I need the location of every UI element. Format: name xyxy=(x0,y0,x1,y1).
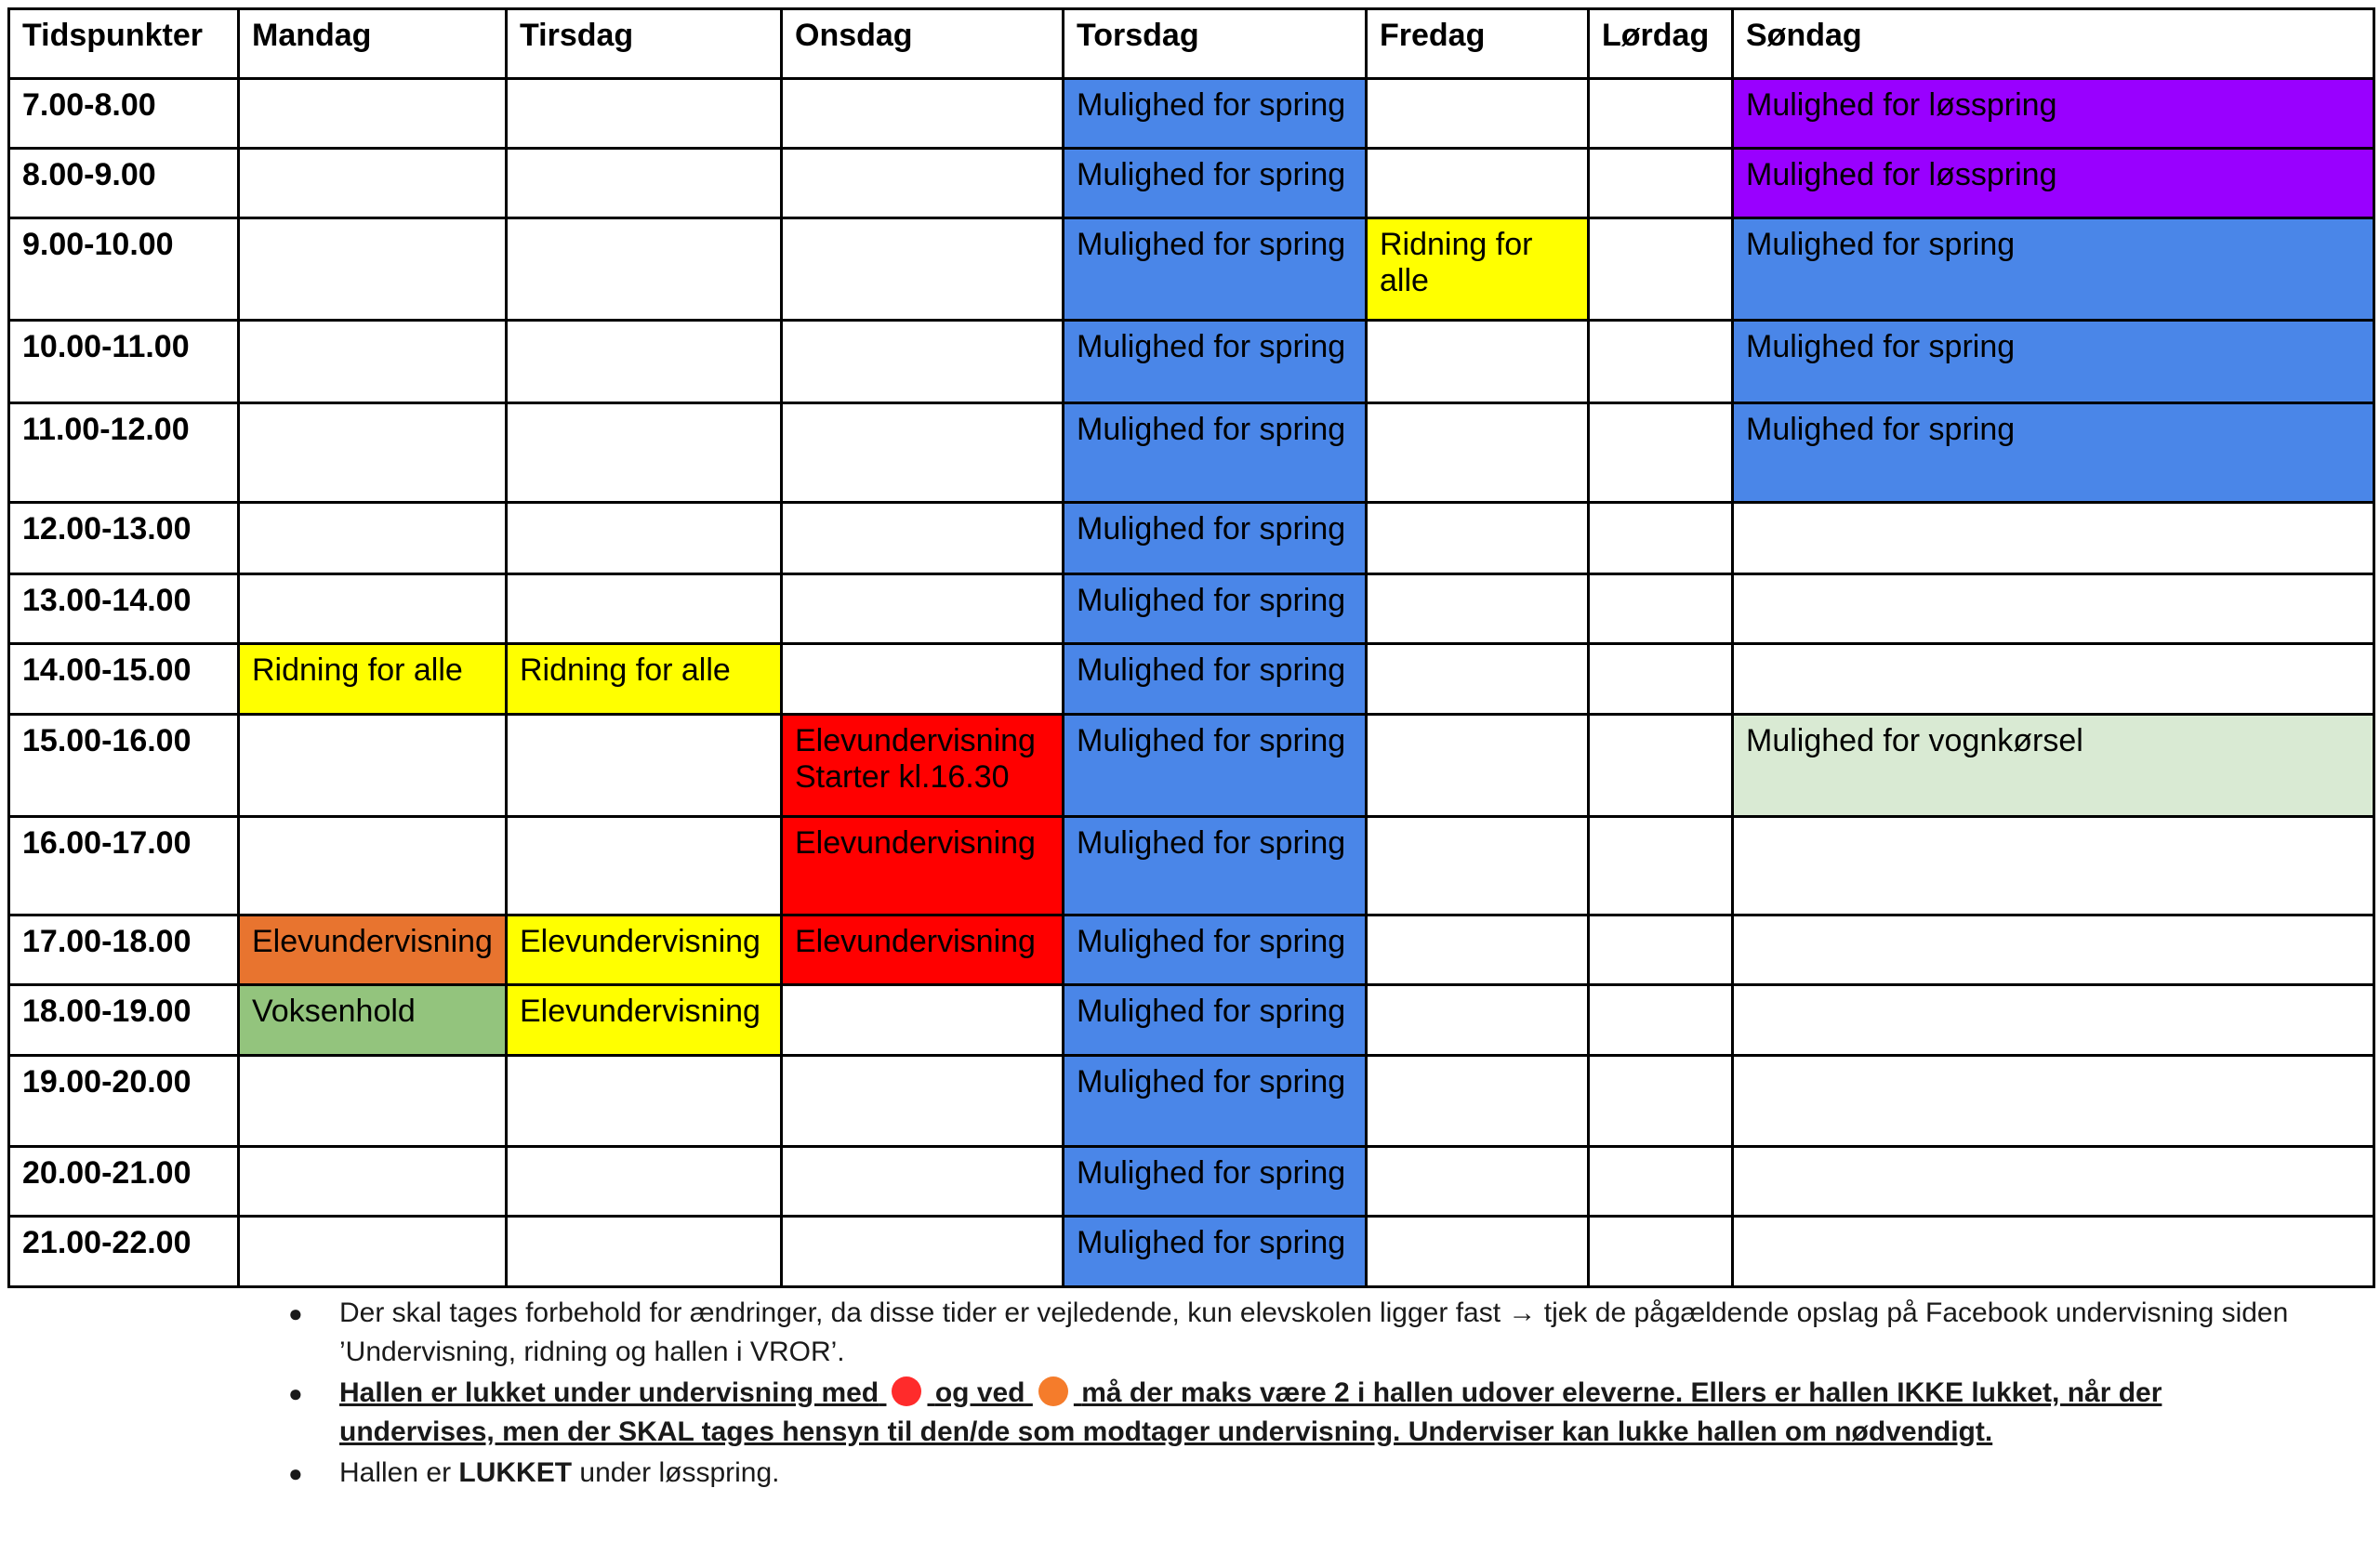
schedule-cell xyxy=(1733,1056,2374,1147)
schedule-cell xyxy=(782,644,1064,715)
schedule-cell xyxy=(782,149,1064,218)
schedule-cell: Mulighed for løsspring xyxy=(1733,149,2374,218)
schedule-cell xyxy=(1733,1217,2374,1287)
time-cell: 11.00-12.00 xyxy=(9,403,239,503)
schedule-cell: Mulighed for spring xyxy=(1064,403,1367,503)
time-cell: 15.00-16.00 xyxy=(9,715,239,817)
table-row xyxy=(9,403,2374,503)
red-dot-icon xyxy=(892,1376,921,1406)
schedule-cell xyxy=(1589,817,1733,915)
schedule-cell xyxy=(239,715,507,817)
schedule-cell xyxy=(1367,715,1589,817)
schedule-cell: Voksenhold xyxy=(239,985,507,1056)
table-row xyxy=(9,149,2374,218)
table-row xyxy=(9,1147,2374,1217)
schedule-cell xyxy=(507,218,782,321)
time-cell: 8.00-9.00 xyxy=(9,149,239,218)
schedule-cell xyxy=(1367,985,1589,1056)
schedule-cell xyxy=(1589,1217,1733,1287)
time-cell: 18.00-19.00 xyxy=(9,985,239,1056)
header-cell: Lørdag xyxy=(1589,9,1733,79)
schedule-cell xyxy=(1367,1217,1589,1287)
table-row xyxy=(9,915,2374,985)
schedule-cell: Mulighed for spring xyxy=(1064,321,1367,403)
header-cell: Torsdag xyxy=(1064,9,1367,79)
schedule-cell xyxy=(507,79,782,149)
time-cell: 21.00-22.00 xyxy=(9,1217,239,1287)
schedule-cell: Mulighed for spring xyxy=(1064,1147,1367,1217)
bullet-icon: ● xyxy=(288,1379,303,1407)
schedule-cell xyxy=(239,503,507,574)
schedule-cell xyxy=(1367,321,1589,403)
schedule-cell xyxy=(1367,1056,1589,1147)
time-cell: 17.00-18.00 xyxy=(9,915,239,985)
schedule-cell: Elevundervisning xyxy=(507,915,782,985)
schedule-cell xyxy=(1589,985,1733,1056)
note-text: må der maks være 2 i hallen udover eleverne. Ellers er hallen IKKE lukket, når der undervises, men der SKAL tages hensyn til den/de som modtager undervisning. Underviser kan lukke hallen om nødvendigt. xyxy=(339,1377,2162,1447)
note-text: Der skal tages forbehold for ændringer, da disse tider er vejledende, kun elevskolen ligger fast xyxy=(339,1297,1501,1328)
header-cell: Mandag xyxy=(239,9,507,79)
schedule-cell: Mulighed for spring xyxy=(1064,817,1367,915)
schedule-cell xyxy=(239,403,507,503)
schedule-cell xyxy=(507,817,782,915)
header-cell: Søndag xyxy=(1733,9,2374,79)
table-row xyxy=(9,218,2374,321)
schedule-cell xyxy=(782,574,1064,644)
note-text: under løsspring. xyxy=(579,1457,780,1488)
schedule-cell: Mulighed for spring xyxy=(1733,321,2374,403)
schedule-cell xyxy=(1589,403,1733,503)
table-row xyxy=(9,1217,2374,1287)
schedule-cell xyxy=(239,1217,507,1287)
schedule-cell: Mulighed for spring xyxy=(1733,403,2374,503)
schedule-cell xyxy=(1589,218,1733,321)
schedule-cell xyxy=(507,1056,782,1147)
note-text: og ved xyxy=(934,1377,1025,1408)
schedule-cell xyxy=(1589,1147,1733,1217)
schedule-cell: Elevundervisning xyxy=(239,915,507,985)
schedule-cell xyxy=(507,574,782,644)
schedule-cell: Mulighed for vognkørsel xyxy=(1733,715,2374,817)
schedule-cell xyxy=(782,321,1064,403)
schedule-cell: Mulighed for spring xyxy=(1064,1056,1367,1147)
schedule-cell: Mulighed for spring xyxy=(1064,985,1367,1056)
table-row xyxy=(9,321,2374,403)
schedule-cell: Mulighed for spring xyxy=(1064,149,1367,218)
table-row xyxy=(9,644,2374,715)
note-item xyxy=(279,1374,2324,1452)
schedule-cell: Elevundervisning Starter kl.16.30 xyxy=(782,715,1064,817)
schedule-cell xyxy=(1589,79,1733,149)
schedule-cell: Mulighed for spring xyxy=(1733,218,2374,321)
time-cell: 14.00-15.00 xyxy=(9,644,239,715)
time-cell: 10.00-11.00 xyxy=(9,321,239,403)
time-cell: 12.00-13.00 xyxy=(9,503,239,574)
header-cell: Tirsdag xyxy=(507,9,782,79)
schedule-cell xyxy=(239,218,507,321)
schedule-cell: Mulighed for løsspring xyxy=(1733,79,2374,149)
schedule-cell xyxy=(239,79,507,149)
schedule-cell xyxy=(1589,715,1733,817)
schedule-cell xyxy=(1367,644,1589,715)
schedule-cell: Mulighed for spring xyxy=(1064,79,1367,149)
note-item xyxy=(279,1454,2324,1493)
schedule-cell: Mulighed for spring xyxy=(1064,915,1367,985)
schedule-cell xyxy=(1367,574,1589,644)
schedule-cell xyxy=(782,403,1064,503)
schedule-cell xyxy=(507,321,782,403)
time-cell: 20.00-21.00 xyxy=(9,1147,239,1217)
schedule-cell xyxy=(239,1056,507,1147)
time-cell: 9.00-10.00 xyxy=(9,218,239,321)
schedule-cell xyxy=(1367,149,1589,218)
schedule-cell xyxy=(507,149,782,218)
table-row xyxy=(9,79,2374,149)
schedule-cell xyxy=(782,503,1064,574)
note-text: Hallen er lukket under undervisning med xyxy=(339,1377,879,1408)
note-text: tjek de pågældende opslag på Facebook undervisning siden ’Undervisning, ridning og hallen i VROR’. xyxy=(339,1297,2289,1367)
schedule-cell xyxy=(1367,503,1589,574)
schedule-cell xyxy=(1589,644,1733,715)
header-cell: Onsdag xyxy=(782,9,1064,79)
bullet-icon: ● xyxy=(288,1299,303,1327)
schedule-cell xyxy=(507,503,782,574)
schedule-cell: Ridning for alle xyxy=(1367,218,1589,321)
note-text-bold: LUKKET xyxy=(458,1457,573,1488)
table-row xyxy=(9,985,2374,1056)
header-cell: Fredag xyxy=(1367,9,1589,79)
header-row xyxy=(9,9,2374,79)
schedule-cell xyxy=(507,1217,782,1287)
schedule-cell: Elevundervisning xyxy=(782,817,1064,915)
schedule-cell xyxy=(1367,79,1589,149)
schedule-cell xyxy=(782,1217,1064,1287)
schedule-cell xyxy=(239,1147,507,1217)
schedule-cell xyxy=(1589,321,1733,403)
schedule-cell xyxy=(782,1147,1064,1217)
schedule-cell xyxy=(1589,574,1733,644)
time-cell: 19.00-20.00 xyxy=(9,1056,239,1147)
schedule-cell xyxy=(782,985,1064,1056)
time-cell: 7.00-8.00 xyxy=(9,79,239,149)
schedule-cell xyxy=(1589,1056,1733,1147)
schedule-cell: Ridning for alle xyxy=(239,644,507,715)
schedule-cell xyxy=(1733,817,2374,915)
schedule-cell: Mulighed for spring xyxy=(1064,1217,1367,1287)
table-row xyxy=(9,817,2374,915)
schedule-cell xyxy=(782,218,1064,321)
schedule-cell xyxy=(507,403,782,503)
schedule-cell xyxy=(1367,915,1589,985)
schedule-cell xyxy=(1733,985,2374,1056)
schedule-cell: Mulighed for spring xyxy=(1064,218,1367,321)
schedule-cell: Mulighed for spring xyxy=(1064,644,1367,715)
notes-list xyxy=(279,1294,2324,1495)
schedule-cell xyxy=(239,321,507,403)
schedule-cell xyxy=(239,817,507,915)
note-item xyxy=(279,1294,2324,1372)
schedule-cell: Mulighed for spring xyxy=(1064,503,1367,574)
table-row xyxy=(9,503,2374,574)
arrow-right-icon: → xyxy=(1508,1297,1537,1328)
schedule-cell xyxy=(1733,915,2374,985)
schedule-cell xyxy=(1589,915,1733,985)
schedule-table xyxy=(7,7,2375,1288)
schedule-cell: Ridning for alle xyxy=(507,644,782,715)
bullet-icon: ● xyxy=(288,1459,303,1487)
schedule-cell xyxy=(1367,817,1589,915)
table-row xyxy=(9,574,2374,644)
schedule-cell xyxy=(1733,503,2374,574)
schedule-cell xyxy=(1589,149,1733,218)
table-row xyxy=(9,715,2374,817)
table-row xyxy=(9,1056,2374,1147)
schedule-cell: Mulighed for spring xyxy=(1064,574,1367,644)
schedule-cell xyxy=(1733,644,2374,715)
schedule-cell xyxy=(782,79,1064,149)
time-cell: 16.00-17.00 xyxy=(9,817,239,915)
schedule-cell xyxy=(507,1147,782,1217)
header-cell: Tidspunkter xyxy=(9,9,239,79)
schedule-cell: Elevundervisning xyxy=(507,985,782,1056)
schedule-cell xyxy=(782,1056,1064,1147)
schedule-cell xyxy=(1733,1147,2374,1217)
schedule-cell xyxy=(507,715,782,817)
schedule-cell xyxy=(1589,503,1733,574)
schedule-cell xyxy=(239,574,507,644)
schedule-cell xyxy=(1367,403,1589,503)
time-cell: 13.00-14.00 xyxy=(9,574,239,644)
schedule-cell xyxy=(239,149,507,218)
schedule-cell xyxy=(1367,1147,1589,1217)
schedule-cell: Mulighed for spring xyxy=(1064,715,1367,817)
schedule-cell: Elevundervisning xyxy=(782,915,1064,985)
note-text: Hallen er xyxy=(339,1457,452,1488)
orange-dot-icon xyxy=(1038,1376,1068,1406)
schedule-cell xyxy=(1733,574,2374,644)
